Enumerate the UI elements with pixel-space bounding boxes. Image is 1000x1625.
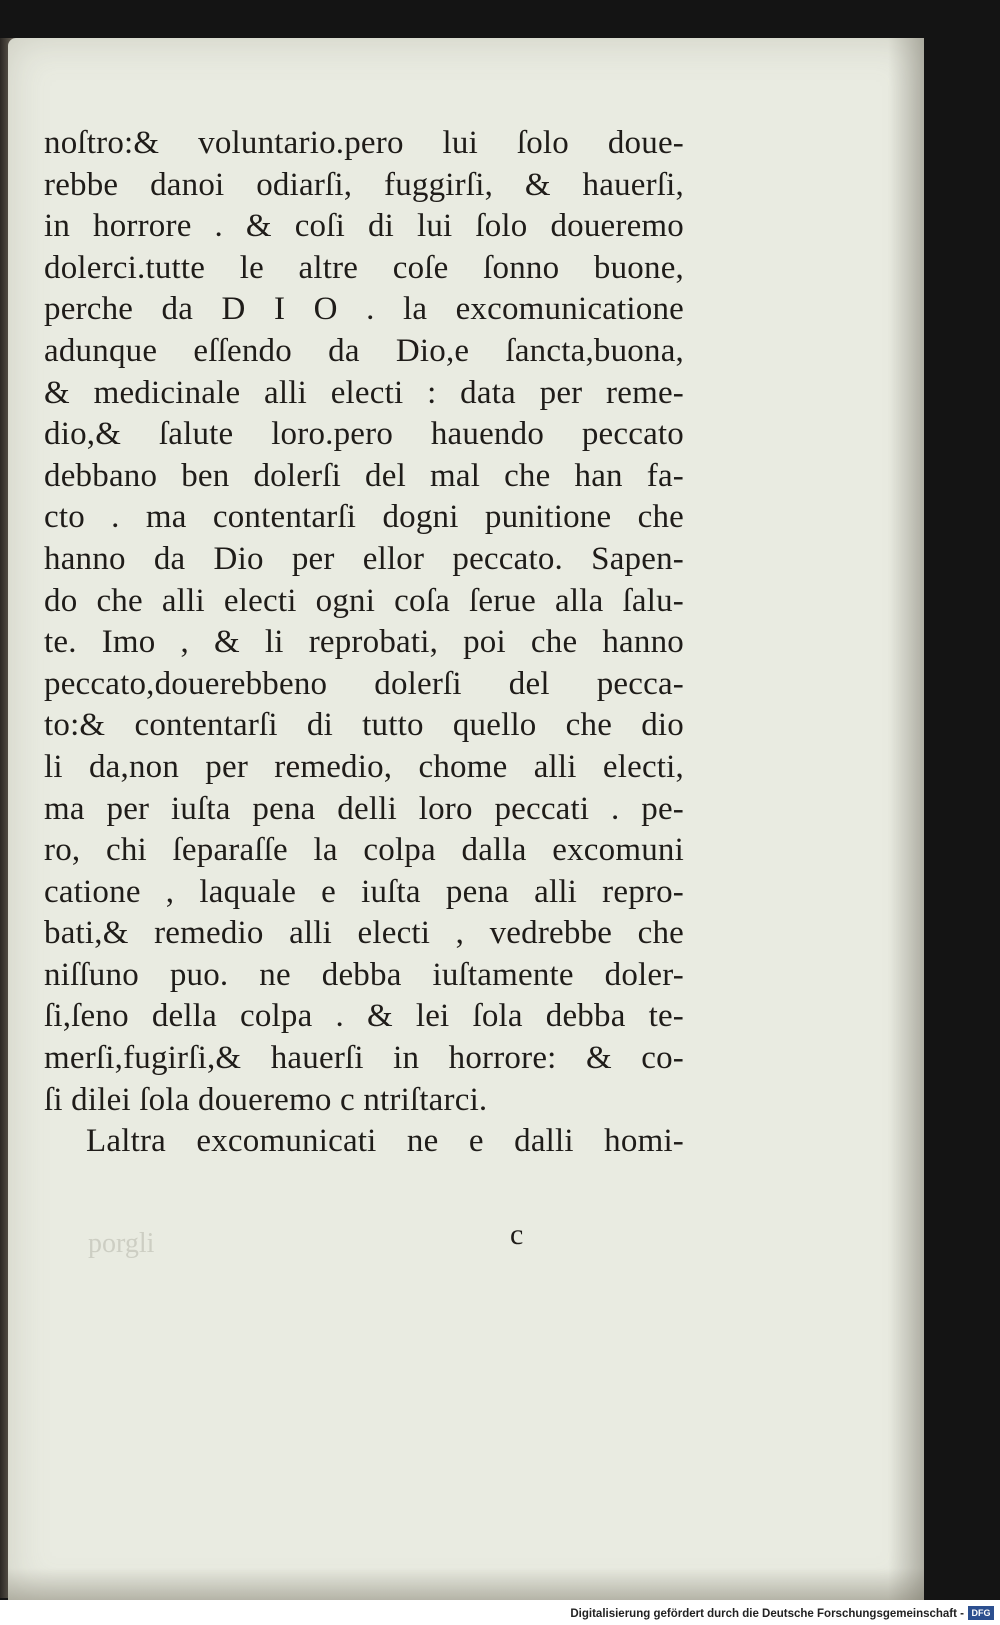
body-text xyxy=(44,123,684,1163)
text-line: & medicinale alli electi : data per reme- xyxy=(44,374,684,411)
footer-bar xyxy=(0,1600,1000,1625)
page-shadow-bottom xyxy=(8,1568,924,1600)
text-line: noſtro:& voluntario.pero lui ſolo doue- xyxy=(44,125,684,161)
text-line-paragraph-start: Laltra excomunicati ne e dalli homi- xyxy=(86,1123,684,1160)
text-line: peccato,douerebbeno dolerſi del pecca- xyxy=(44,665,684,702)
text-line: niſſuno puo. ne debba iuſtamente doler- xyxy=(44,956,684,993)
bleed-through-text: porgli xyxy=(88,1228,155,1259)
text-line: in horrore . & coſi di lui ſolo doueremo xyxy=(44,208,684,245)
text-line: to:& contentarſi di tutto quello che dio xyxy=(44,707,684,744)
signature-mark: c xyxy=(510,1218,524,1251)
text-line: cto . ma contentarſi dogni punitione che xyxy=(44,499,684,536)
funding-credit: Digitalisierung gefördert durch die Deutsche Forschungsgemeinschaft - xyxy=(570,1608,964,1620)
text-line: perche da D I O . la excomunicatione xyxy=(44,291,684,328)
text-line: do che alli electi ogni coſa ſerue alla ſalu- xyxy=(44,582,684,619)
text-line: hanno da Dio per ellor peccato. Sapen- xyxy=(44,540,684,577)
text-line: ſi,ſeno della colpa . & lei ſola debba te- xyxy=(44,998,684,1035)
page-shadow-right xyxy=(888,38,924,1600)
text-line: dio,& ſalute loro.pero hauendo peccato xyxy=(44,416,684,453)
text-line: ma per iuſta pena delli loro peccati . pe- xyxy=(44,790,684,827)
text-line: adunque eſſendo da Dio,e ſancta,buona, xyxy=(44,332,684,369)
text-line: dolerci.tutte le altre coſe ſonno buone, xyxy=(44,249,684,286)
text-line: li da,non per remedio, chome alli electi, xyxy=(44,748,684,785)
text-line: bati,& remedio alli electi , vedrebbe che xyxy=(44,915,684,952)
text-line: debbano ben dolerſi del mal che han fa- xyxy=(44,457,684,494)
dfg-logo-icon: DFG xyxy=(968,1606,994,1620)
text-line: merſi,fugirſi,& hauerſi in horrore: & co- xyxy=(44,1040,684,1077)
text-line: rebbe danoi odiarſi, fuggirſi, & hauerſi, xyxy=(44,166,684,203)
book-page xyxy=(8,38,924,1600)
text-line: ro, chi ſeparaſſe la colpa dalla excomuni xyxy=(44,832,684,869)
text-line: ſi dilei ſola doueremo c ntriſtarci. xyxy=(44,1081,488,1118)
text-line: te. Imo , & li reprobati, poi che hanno xyxy=(44,624,684,661)
text-line: catione , laquale e iuſta pena alli repro- xyxy=(44,873,684,910)
